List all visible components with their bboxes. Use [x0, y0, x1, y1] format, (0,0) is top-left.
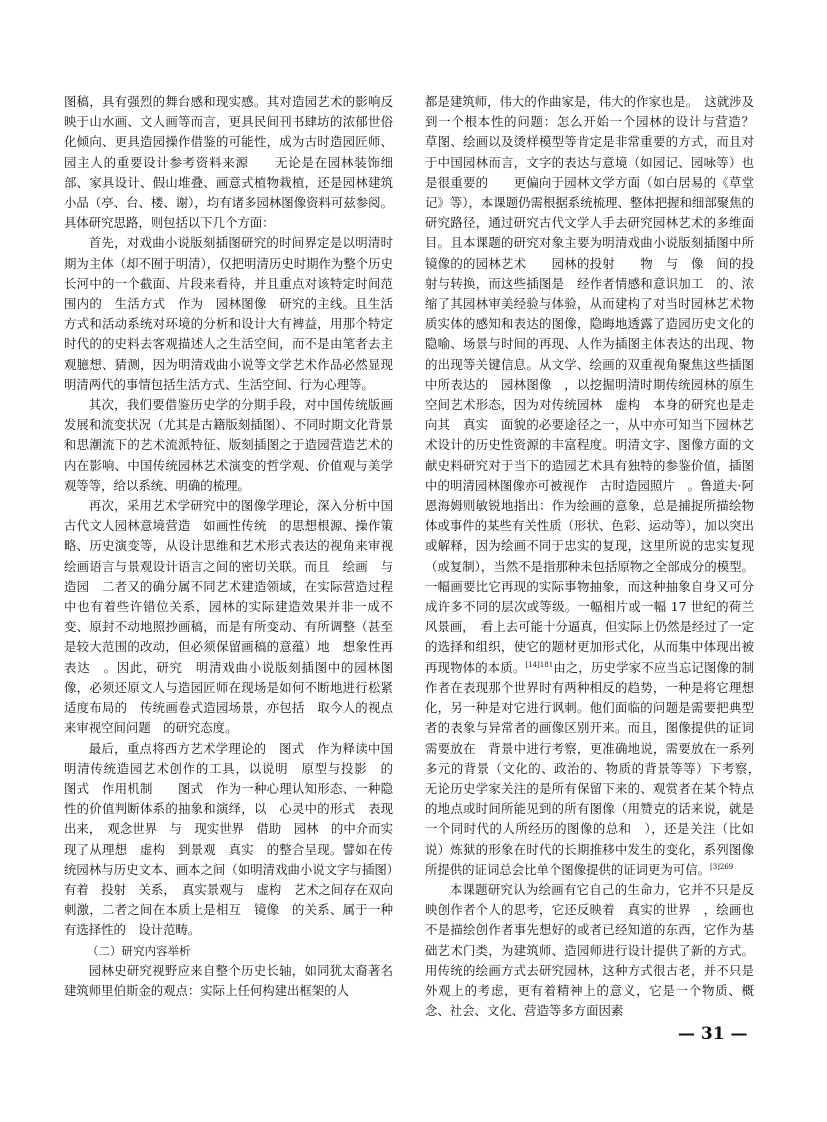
- citation-marker: [14]181: [525, 660, 554, 669]
- left-paragraph-1: 图稿，具有强烈的舞台感和现实感。其对造园艺术的影响反映于山水画、文人画等而言，更具民间刊书肆坊的浓郁世俗化倾向、更具造园操作借鉴的可能性，成为古时造园匠师、园主人的重要设计参考资料来源 无论是在园林装饰细部、家具设计、假山堆叠、画意式植物栽植，还是园林建筑小品（亭、台、楼、谢），均有诸多园林图像资料可兹参阅。具体研究思路，则包括以下几个方面：: [64, 94, 393, 231]
- left-paragraph-3: 其次，我们要借鉴历史学的分期手段，对中国传统版画发展和流变状况（尤其是古籍版刻插图）、不同时期文化背景和思潮流下的艺术流派特征、版刻插图之于造园营造艺术的内在影响、中国传统园林艺术演变的哲学观、价值观与美学观等等，给以系统、明确的梳理。: [64, 397, 393, 493]
- right-paragraph-1: [425, 92, 779, 880]
- left-paragraph-5: 最后，重点将西方艺术学理论的 图式 作为释读中国明清传统造园艺术创作的工具，以说明 原型与投影 的 图式 作用机制 图式 作为一种心理认知形态、一种隐性的价值判断体系的抽象和演绎，以 心灵中的形式 表现出来， 观念世界 与 现实世界 借助 园林 的中介而实现了从理想 虚构 到景观 真实 的整合呈现。譬如在传统园林与历史文本、画本之间（如明清戏曲小说文字与插图）有着 投射 关系， 真实景观与 虚构 艺术之间存在双向刺激，二者之间在本质上是相互 镜像 的关系、属于一种有选择性的 设计范畴。: [64, 740, 406, 938]
- page-number: — 31 —: [678, 1024, 748, 1044]
- left-paragraph-4: 再次，采用艺术学研究中的图像学理论，深入分析中国古代文人园林意境营造 如画性传统 的思想根源、操作策略、历史演变等，从设计思维和艺术形式表达的视角来审视绘画语言与景观设计语言之间的密切关联。而且 绘画 与 造园 二者又的确分属不同艺术建造领域，在实际营造过程中也有着些许错位关系，园林的实际建造效果并非一成不变、原封不动地照抄画稿，而是有所变动、有所调整（甚至是较大范围的改动，但必须保留画稿的意蕴）地 想象性再表达 。因此，研究 明清戏曲小说版刻插图中的园林图像，必须还原文人与造园匠师在现场是如何不断地进行松紧适度布局的 传统画卷式造园场景，亦包括 取今人的视点来审视空间问题 的研究态度。: [64, 498, 406, 736]
- right-paragraph-2: 本课题研究认为绘画有它自己的生命力，它并不只是反映创作者个人的思考，它还反映着 真实的世界 ，绘画也不是描绘创作者事先想好的或者已经知道的东西，它作为基础艺术门类，为建筑师、造园师进行设计提供了新的方式。用传统的绘画方式去研究园林，这种方式很古老，并不只是外观上的考虑，更有着精神上的意义，它是一个物质、概念、社会、文化、营造等多方面因素: [425, 881, 754, 1019]
- section-subheading: （二）研究内容举析: [87, 943, 191, 958]
- right-paragraph-1-tail: 由之，历史学家不应当忘记图像的制作者在表现那个世界时有两种相反的趋势，一种是将它理想化，另一种是对它进行讽刺。他们面临的问题是需要把典型者的表象与异常者的画像区别开来。而且，图像提供的证词需要放在 背景中进行考察，更准确地说，需要放在一系列多元的背景（文化的、政治的、物质的背景等等）下考察， 无论历史学家关注的是所有保留下来的、观赏者在某个特点的地点或时间所能见到的所有图像（用赞克的话来说，就是 一个同时代的人所经历的图像的总和 ），还是关注（比如说）炼狱的形象在时代的长期推移中发生的变化，系列图像所提供的证词总会比单个图像提供的证词更为可信。: [425, 659, 779, 877]
- left-paragraph-2: 首先，对戏曲小说版刻插图研究的时间界定是以明清时期为主体（却不囿于明清），仅把明清历史时期作为整个历史长河中的一个截面、片段来看待，并且重点对该特定时间范围内的 生活方式 作为 园林图像 研究的主线。且生活方式和活动系统对环境的分析和设计大有裨益，用那个特定时代的的史料去客观描述人之生活空间，而不是由笔者去主观臆想、猜测，因为明清戏曲小说等文学艺术作品必然显现明清两代的事情包括生活方式、生活空间、行为心理等。: [64, 235, 393, 392]
- right-column: [425, 92, 779, 1021]
- left-column: [64, 92, 406, 1001]
- right-paragraph-1-text: 都是建筑师，伟大的作曲家是，伟大的作家也是。 这就涉及到一个根本性的问题：怎么开始一个园林的设计与营造？ 草图、绘画以及烫样模型等肯定是非常重要的方式，而且对于中国园林而言，文字的表达与意境（如园记、园咏等）也是很重要的 更偏向于园林文学方面（如白居易的《草堂记》等），本课题仍需根据系统梳理、整体把握和细部聚焦的研究路径，通过研究古代文学人手去研究园林艺术的多维面目。且本课题的研究对象主要为明清戏曲小说版刻插图中所镜像的的园林艺术 园林的投射 物 与 像 间的投射与转换，而这些插图是 经作者情感和意识加工 的、浓缩了其园林审美经验与体验，从而建构了对当时园林艺术物质实体的感知和表达的图像，隐晦地透露了造园历史文化的隐喻、场景与时间的再现、人作为插图主体表达的出现、物的出现等关键信息。从文学、绘画的双重视角聚焦这些插图中所表达的 园林图像 ，以挖掘明清时期传统园林的原生空间艺术形态，因为对传统园林 虚构 本身的研究也是走向其 真实 面貌的必要途径之一，从中亦可知当下园林艺术设计的历史性资源的丰富程度。明清文字、图像方面的文献史料研究对于当下的造园艺术具有独特的参鉴价值，插图中的明清园林图像亦可被视作 古时造园照片 。鲁道夫·阿恩海姆则敏锐地指出：作为绘画的意象，总是捕捉所描绘物体或事件的某些有关性质（形状、色彩、运动等），加以突出或解释，因为绘画不同于忠实的复现，这里所说的忠实复现（或复制），当然不是指那种未包括原物之全部成分的模型。一幅画要比它再现的实际事物抽象，而这种抽象自身又可分成许多不同的层次或等级。一幅相片或一幅 17 世纪的荷兰风景画， 看上去可能十分逼真，但实际上仍然是经过了一定的选择和组织，使它的题材更加形式化，从而集中体现出被再现物体的本质。: [425, 94, 767, 675]
- citation-marker: [3]269: [709, 862, 734, 871]
- left-paragraph-6: 园林史研究视野应来自整个历史长轴，如同犹太裔著名建筑师里伯斯金的观点：实际上任何构建出框架的人: [64, 962, 393, 998]
